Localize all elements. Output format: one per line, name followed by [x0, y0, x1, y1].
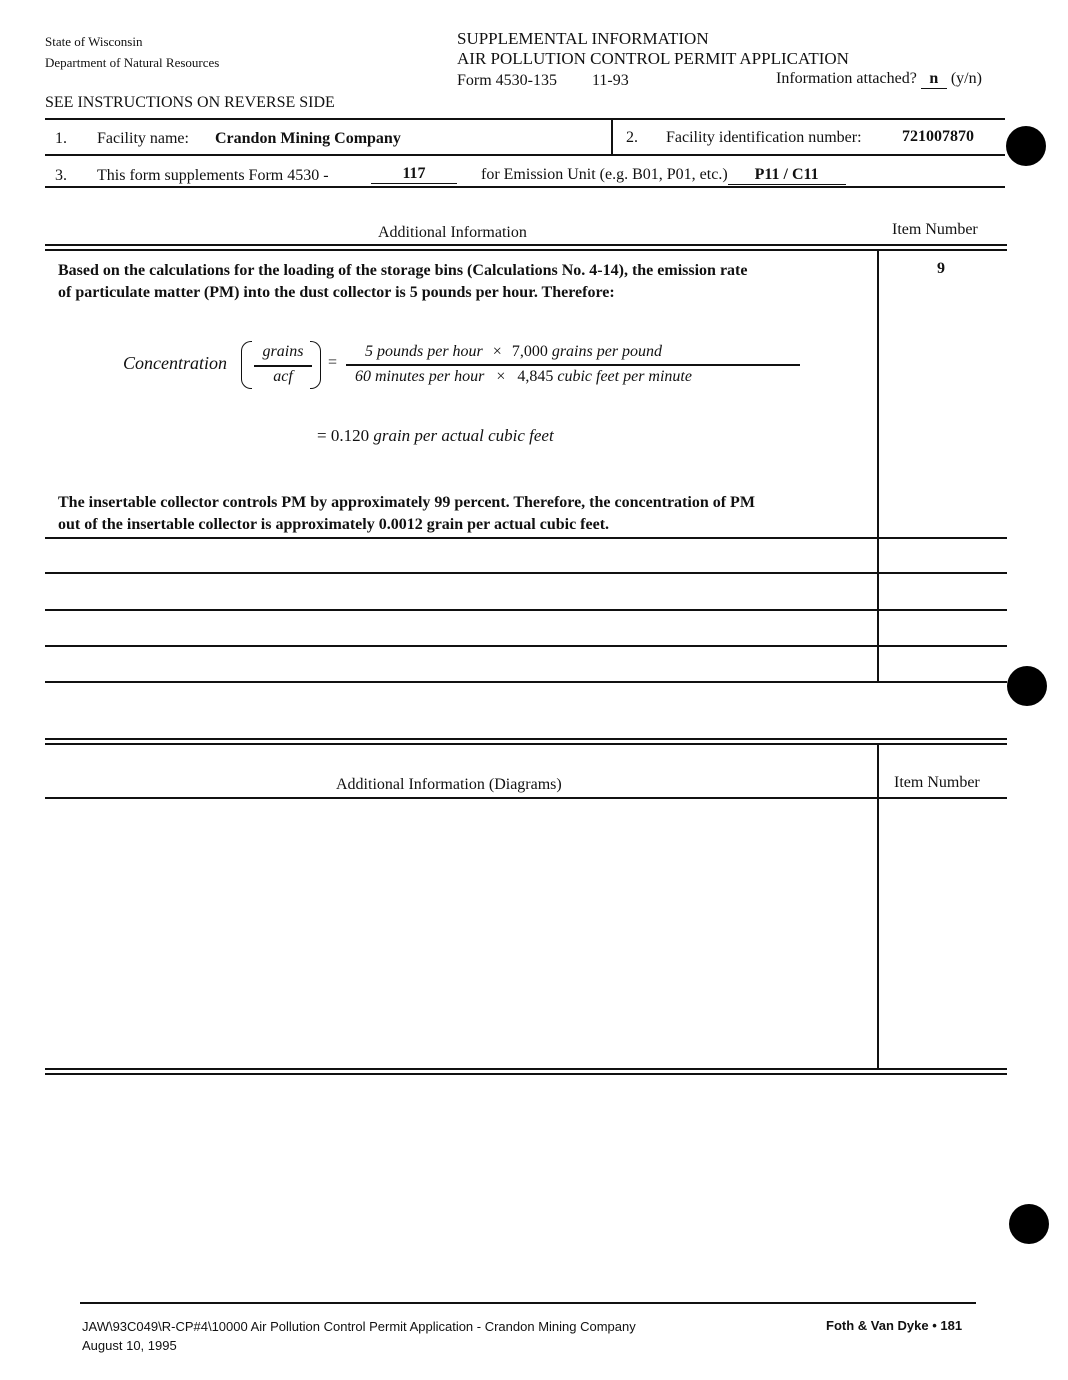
double-rule	[45, 738, 1007, 740]
footer-company-page: Foth & Van Dyke • 181	[826, 1318, 963, 1333]
denominator-rate: 60 minutes per hour	[355, 368, 485, 385]
section2-header: Additional Information (Diagrams)	[336, 776, 562, 793]
double-rule	[45, 1073, 1007, 1075]
item-column-divider	[877, 743, 879, 1068]
emission-unit-value: P11 / C11	[728, 166, 846, 185]
info-attached-value: n	[921, 70, 947, 89]
paragraph1-line1: Based on the calculations for the loading of the storage bins (Calculations No. 4-14), the emission rate	[58, 262, 748, 279]
binder-hole	[1007, 666, 1047, 706]
section2-item-header: Item Number	[894, 774, 980, 791]
numerator-value: 7,000	[511, 343, 548, 360]
result-value: = 0.120	[317, 426, 370, 445]
emission-unit-field	[481, 166, 846, 185]
info-attached-label: Information attached?	[776, 70, 917, 87]
equation-fraction-bar	[346, 364, 800, 366]
double-rule	[45, 1068, 1007, 1070]
state-label: State of Wisconsin	[45, 34, 143, 49]
denominator-value: 4,845	[517, 368, 554, 385]
rule	[45, 118, 1005, 120]
item-column-divider	[877, 249, 879, 681]
field2-number: 2.	[626, 129, 638, 146]
footer-rule	[80, 1302, 976, 1304]
rule	[45, 186, 1005, 188]
section1-item-header: Item Number	[892, 221, 978, 238]
double-rule	[45, 743, 1007, 745]
field1-number: 1.	[55, 130, 67, 147]
equation-label: Concentration	[123, 353, 227, 373]
denominator-unit: cubic feet per minute	[557, 368, 692, 385]
equation-result	[317, 426, 554, 446]
section1-header: Additional Information	[378, 224, 527, 241]
facility-name-value: Crandon Mining Company	[215, 130, 401, 147]
rule	[45, 572, 1007, 574]
rule	[45, 797, 1007, 799]
footer-date: August 10, 1995	[82, 1338, 177, 1353]
rule	[45, 609, 1007, 611]
result-unit: grain per actual cubic feet	[373, 426, 554, 445]
unit-denominator: acf	[273, 368, 293, 385]
times-sign: ×	[496, 368, 506, 385]
left-paren	[241, 341, 252, 389]
department-label: Department of Natural Resources	[45, 55, 220, 70]
numerator-rate: 5 pounds per hour	[365, 343, 483, 360]
instructions-note: SEE INSTRUCTIONS ON REVERSE SIDE	[45, 94, 335, 111]
form-date: 11-93	[592, 72, 629, 89]
info-attached-field	[776, 70, 982, 89]
unit-numerator: grains	[262, 343, 304, 360]
unit-fraction-bar	[254, 365, 312, 367]
facility-id-value: 721007870	[902, 128, 974, 145]
supplements-form-value: 117	[371, 165, 457, 184]
rule	[45, 154, 1005, 156]
times-sign: ×	[492, 343, 502, 360]
rule	[45, 537, 1007, 539]
facility-name-label: Facility name:	[97, 130, 189, 147]
form-title-line1: SUPPLEMENTAL INFORMATION	[457, 29, 709, 48]
rule	[45, 645, 1007, 647]
paragraph2-line1: The insertable collector controls PM by approximately 99 percent. Therefore, the concentration of PM	[58, 494, 755, 511]
facility-id-label: Facility identification number:	[666, 129, 862, 146]
binder-hole	[1009, 1204, 1049, 1244]
binder-hole	[1006, 126, 1046, 166]
field-divider	[611, 118, 613, 154]
double-rule	[45, 249, 1007, 251]
equation-numerator	[365, 343, 662, 361]
form-title-line2: AIR POLLUTION CONTROL PERMIT APPLICATION	[457, 49, 849, 68]
rule	[45, 681, 1007, 683]
double-rule	[45, 244, 1007, 246]
supplements-form-label: This form supplements Form 4530 -	[97, 167, 329, 184]
paragraph2-line2: out of the insertable collector is approximately 0.0012 grain per actual cubic feet.	[58, 516, 610, 533]
equation-equals: =	[328, 354, 338, 371]
footer-path: JAW\93C049\R-CP#4\10000 Air Pollution Control Permit Application - Crandon Mining Company	[82, 1319, 636, 1334]
numerator-unit: grains per pound	[551, 343, 663, 360]
form-number: Form 4530-135	[457, 72, 557, 89]
emission-unit-label: for Emission Unit (e.g. B01, P01, etc.)	[481, 166, 728, 183]
info-attached-suffix: (y/n)	[950, 70, 982, 87]
field3-number: 3.	[55, 167, 67, 184]
item-number-value: 9	[937, 260, 945, 277]
equation-denominator	[355, 368, 692, 386]
paragraph1-line2: of particulate matter (PM) into the dust collector is 5 pounds per hour. Therefore:	[58, 284, 615, 301]
right-paren	[310, 341, 321, 389]
